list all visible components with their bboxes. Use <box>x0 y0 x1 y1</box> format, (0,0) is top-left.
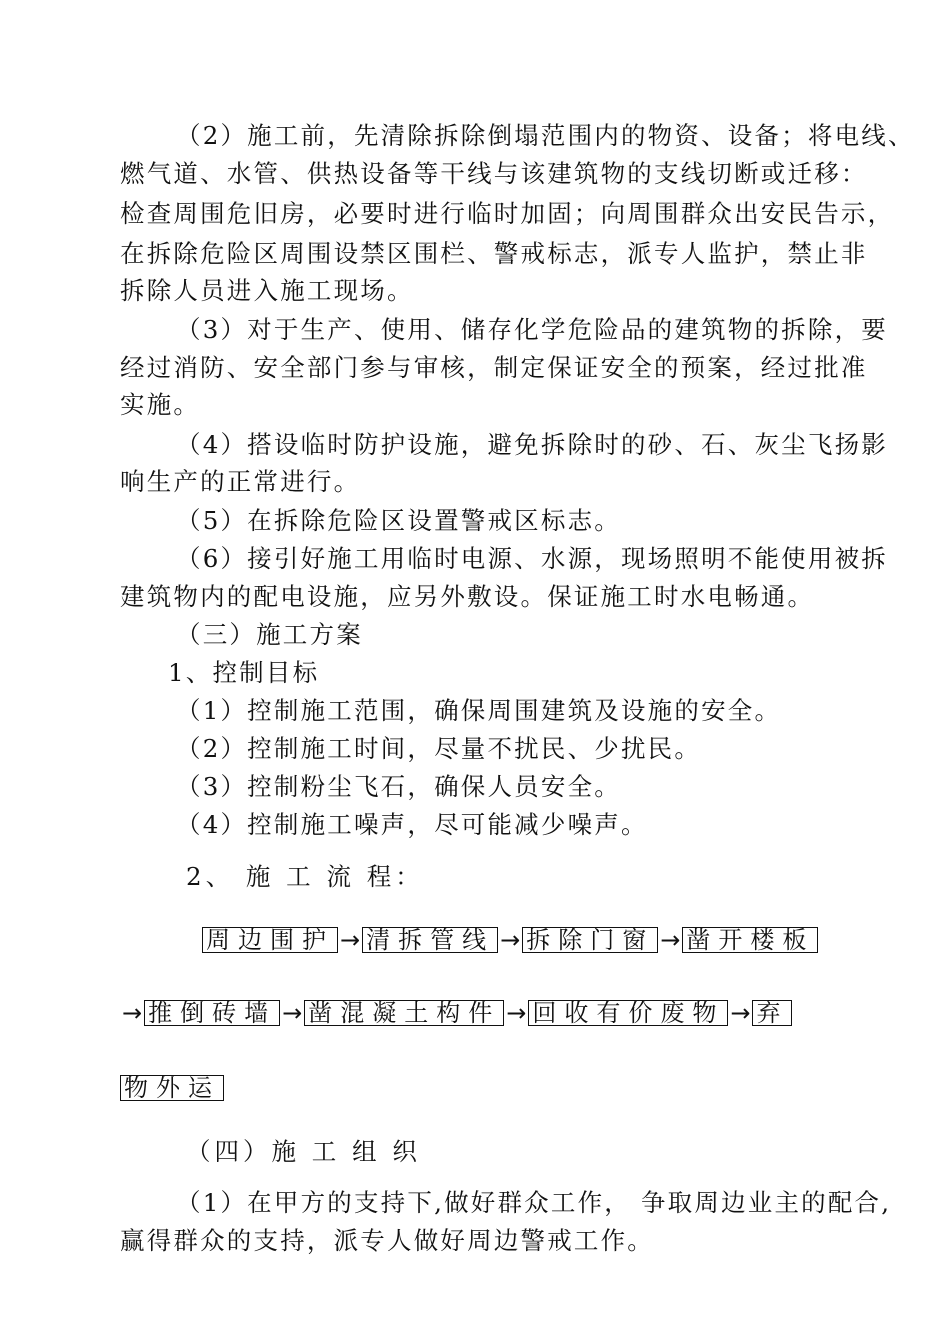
section-4-para-1-line-2: 赢得群众的支持，派专人做好周边警戒工作。 <box>120 1226 654 1255</box>
goal-item-3: （3）控制粉尘飞石，确保人员安全。 <box>176 772 621 801</box>
para-4-line-1: （4）搭设临时防护设施，避免拆除时的砂、石、灰尘飞扬影 <box>176 430 888 459</box>
flow-arrow-icon: → <box>660 926 681 954</box>
para-3-line-1: （3）对于生产、使用、储存化学危险品的建筑物的拆除，要 <box>176 315 888 344</box>
para-3-line-3: 实施。 <box>120 390 201 419</box>
flow-arrow-icon: → <box>506 999 527 1027</box>
flow-row-1 <box>202 927 818 953</box>
goal-item-4: （4）控制施工噪声，尽可能减少噪声。 <box>176 810 648 839</box>
para-2-line-4: 在拆除危险区周围设禁区围栏、警戒标志，派专人监护，禁止非 <box>120 239 868 268</box>
para-2-line-5: 拆除人员进入施工现场。 <box>120 276 414 305</box>
section-3-heading: （三）施工方案 <box>176 620 363 649</box>
flow-arrow-icon: → <box>500 926 521 954</box>
flow-step-2: 清拆管线 <box>362 927 498 953</box>
para-2-line-3: 检查周围危旧房，必要时进行临时加固；向周围群众出安民告示， <box>120 199 895 228</box>
flow-arrow-icon: → <box>340 926 361 954</box>
para-2-line-1: （2）施工前，先清除拆除倒塌范围内的物资、设备；将电线、 <box>176 121 915 150</box>
goal-item-2: （2）控制施工时间，尽量不扰民、少扰民。 <box>176 734 702 763</box>
flow-step-6: 凿混凝土构件 <box>304 1000 504 1026</box>
goal-item-1: （1）控制施工范围，确保周围建筑及设施的安全。 <box>176 696 782 725</box>
flow-step-1: 周边围护 <box>202 927 338 953</box>
para-2-line-2: 燃气道、水管、供热设备等干线与该建筑物的支线切断或迁移： <box>120 159 868 188</box>
section-3-sub-2: 2、 施 工 流 程： <box>186 862 424 891</box>
para-5-line-1: （5）在拆除危险区设置警戒区标志。 <box>176 506 621 535</box>
flow-step-5: 推倒砖墙 <box>144 1000 280 1026</box>
flow-arrow-icon: → <box>282 999 303 1027</box>
para-4-line-2: 响生产的正常进行。 <box>120 467 361 496</box>
flow-step-8-part-2: 物外运 <box>120 1075 224 1101</box>
section-4-heading: （四）施 工 组 织 <box>186 1137 421 1166</box>
flow-step-3: 拆除门窗 <box>522 927 658 953</box>
flow-arrow-icon: → <box>122 999 143 1027</box>
flow-row-3 <box>120 1075 224 1101</box>
flow-arrow-icon: → <box>730 999 751 1027</box>
para-6-line-1: （6）接引好施工用临时电源、水源，现场照明不能使用被拆 <box>176 544 888 573</box>
para-3-line-2: 经过消防、安全部门参与审核，制定保证安全的预案，经过批准 <box>120 353 868 382</box>
section-4-para-1-line-1: （1）在甲方的支持下,做好群众工作， 争取周边业主的配合, <box>176 1188 892 1217</box>
para-6-line-2: 建筑物内的配电设施，应另外敷设。保证施工时水电畅通。 <box>120 582 815 611</box>
flow-step-7: 回收有价废物 <box>528 1000 728 1026</box>
flow-row-2 <box>120 1000 792 1026</box>
flow-step-8-part-1: 弃 <box>752 1000 792 1026</box>
flow-step-4: 凿开楼板 <box>682 927 818 953</box>
section-3-sub-1: 1、控制目标 <box>168 658 320 687</box>
